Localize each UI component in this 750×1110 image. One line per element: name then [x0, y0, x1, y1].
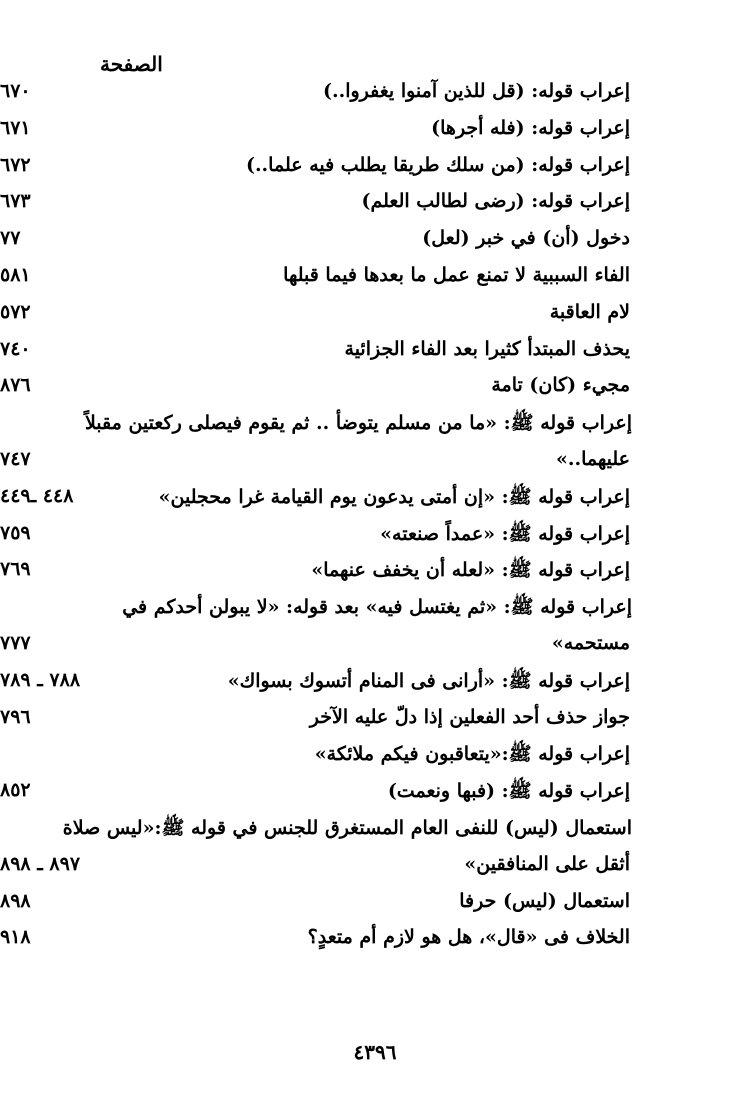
entry-text: الخلاف فى «قال»، هل هو لازم أم متعدٍ؟	[307, 926, 630, 949]
entry-text: إعراب قوله ﷺ: «ما من مسلم يتوضأ .. ثم يقوم فيصلى ركعتين مقبلاً	[84, 412, 632, 435]
entry-text: استعمال (ليس) للنفى العام المستغرق للجنس في قوله ﷺ:«ليس صلاة	[62, 817, 632, 839]
entry-page-number: ٦٧٢	[0, 153, 31, 176]
entry-text: عليهما..»	[556, 448, 630, 470]
entry-text: إعراب قوله ﷺ: «إن أمتى يدعون يوم القيامة غرا محجلين»	[158, 485, 630, 508]
entry-text: إعراب قوله ﷺ: «ثم يغتسل فيه» بعد قوله: «لا يبولن أحدكم في	[122, 596, 632, 619]
entry-text: إعراب قوله ﷺ: «عمداً صنعته»	[380, 522, 630, 545]
entry-text: جواز حذف أحد الفعلين إذا دلّ عليه الآخر	[309, 705, 630, 728]
entry-page-number: ٨٩٧ ـ ٨٩٨	[0, 852, 81, 875]
entry-page-number: ٦٧٠	[0, 80, 31, 102]
entry-text: إعراب قوله ﷺ: «لعله أن يخفف عنهما»	[311, 559, 630, 582]
entry-text: إعراب قوله: (رضى لطالب العلم)	[361, 190, 630, 213]
entry-page-number: ٩١٨	[0, 926, 31, 949]
entry-page-number: ٤٤٨ ـ٤٤٩	[0, 484, 74, 507]
entry-text: أثقل على المنافقين»	[464, 852, 630, 875]
entry-text: مستحمه»	[551, 632, 630, 654]
entry-page-number: ٧٤٧	[0, 448, 31, 470]
entry-text: إعراب قوله: (قل للذين آمنوا يغفروا..)	[323, 80, 630, 102]
entry-text: دخول (أن) في خبر (لعل)	[422, 227, 630, 250]
entry-page-number: ٨٩٨	[0, 889, 31, 912]
entry-page-number: ٧٩٦	[0, 705, 31, 728]
entry-text: الفاء السببية لا تمنع عمل ما بعدها فيما قبلها	[283, 264, 630, 286]
entry-page-number: ٧٦٩	[0, 558, 31, 581]
entry-page-number: ٨٧٦	[0, 374, 31, 397]
entry-text: لام العاقبة	[549, 300, 630, 323]
entry-text: يحذف المبتدأ كثيرا بعد الفاء الجزائية	[344, 337, 630, 360]
entry-text: إعراب قوله ﷺ: «أرانى فى المنام أتسوك بسواك»	[227, 669, 630, 692]
entry-text: استعمال (ليس) حرفا	[459, 889, 630, 912]
entry-text: إعراب قوله ﷺ:«يتعاقبون فيكم ملائكة»	[314, 743, 630, 766]
entry-page-number: ٦٧١	[0, 116, 31, 139]
page-number: ٤٣٩٦	[353, 1040, 397, 1064]
entry-text: إعراب قوله: (فله أجرها)	[431, 116, 630, 139]
entry-text: إعراب قوله ﷺ: (فبها ونعمت)	[387, 780, 630, 803]
entry-page-number: ٥٨١	[0, 264, 31, 286]
entry-page-number: ٦٧٣	[0, 190, 31, 213]
entry-page-number: ٥٧٢	[0, 300, 31, 323]
entry-text: إعراب قوله: (من سلك طريقا يطلب فيه علما..)	[245, 153, 630, 176]
entry-page-number: ٧٧	[0, 227, 21, 250]
entry-text: مجيء (كان) تامة	[491, 374, 630, 397]
page-column-header: الصفحة	[100, 52, 163, 76]
entry-page-number: ٧٨٨ ـ ٧٨٩	[0, 668, 81, 691]
entry-page-number: ٧٤٠	[0, 337, 31, 360]
entry-page-number: ٨٥٢	[0, 779, 31, 802]
entry-page-number: ٧٥٩	[0, 521, 31, 544]
entry-page-number: ٧٧٧	[0, 632, 31, 654]
